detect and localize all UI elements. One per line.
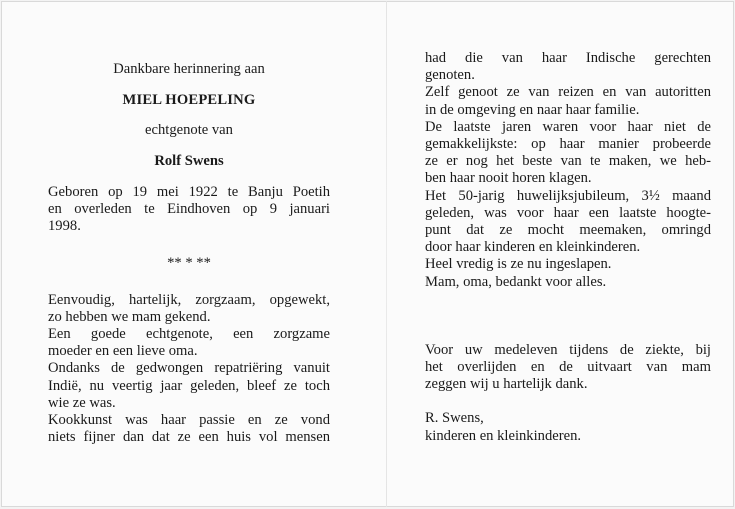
left-panel (48, 1, 330, 446)
text-line: Ondanks de gedwongen repatriëring vanuit (48, 360, 330, 377)
text-line: had die van haar Indische gerechten (425, 50, 711, 66)
text-line: Geboren op 19 mei 1922 te Banju Poetih (48, 183, 330, 200)
text-line: zeggen wij u hartelijk dank. (425, 376, 588, 393)
text-line: het overlijden en de uitvaart van mam (425, 359, 711, 376)
text-line: wie ze was. (48, 394, 116, 411)
text-line: Zelf genoot ze van reizen en van autoritten (425, 84, 711, 101)
text-line: ben haar nooit horen klagen. (425, 170, 592, 187)
card-fold (386, 1, 387, 507)
text-line: zo hebben we mam gekend. (48, 308, 211, 325)
deceased-name: MIEL HOEPELING (122, 92, 256, 109)
text-line: niets fijner dan dat ze een huis vol mensen (48, 429, 330, 446)
text-line: moeder en een lieve oma. (48, 343, 198, 360)
text-line: in de omgeving en naar haar familie. (425, 101, 640, 118)
tribute-text-continued (425, 50, 711, 291)
text-line: De laatste jaren waren voor haar niet de (425, 118, 711, 135)
text-line: door haar kinderen en kleinkinderen. (425, 239, 641, 256)
text-line: Heel vredig is ze nu ingeslapen. (425, 256, 612, 273)
text-line: punt dat ze mocht meemaken, omringd (425, 222, 711, 239)
birth-death-text (48, 184, 330, 236)
thank-you-text (425, 342, 711, 394)
text-line: Mam, oma, bedankt voor alles. (425, 273, 607, 290)
text-line: 1998. (48, 218, 81, 235)
text-line: Het 50-jarig huwelijksjubileum, 3½ maand (425, 187, 711, 204)
text-line: Kookkunst was haar passie en ze vond (48, 412, 330, 429)
text-line: Eenvoudig, hartelijk, zorgzaam, opgewekt, (48, 291, 330, 308)
signoff (425, 410, 711, 444)
signoff-family: kinderen en kleinkinderen. (425, 427, 582, 444)
separator-stars: ** * ** (167, 255, 211, 272)
tribute-text (48, 292, 330, 447)
spouse-label: echtgenote van (145, 122, 233, 139)
memorial-card (1, 1, 734, 507)
text-line: geleden, was voor haar een laatste hoogte- (425, 204, 711, 221)
text-line: ze er nog het beste van te maken, we heb- (425, 153, 711, 170)
text-line: Voor uw medeleven tijdens de ziekte, bij (425, 341, 711, 358)
signoff-name: R. Swens, (425, 410, 484, 427)
spouse-name: Rolf Swens (154, 152, 224, 169)
right-panel (425, 1, 711, 445)
text-line: Indië, nu veertig jaar geleden, bleef ze toch (48, 377, 330, 394)
text-line: gemakkelijkste: op haar manier probeerde (425, 136, 711, 153)
text-line: Een goede echtgenote, een zorgzame (48, 326, 330, 343)
intro-text: Dankbare herinnering aan (113, 61, 265, 77)
text-line: en overleden te Eindhoven op 9 januari (48, 201, 330, 218)
text-line: genoten. (425, 67, 475, 84)
